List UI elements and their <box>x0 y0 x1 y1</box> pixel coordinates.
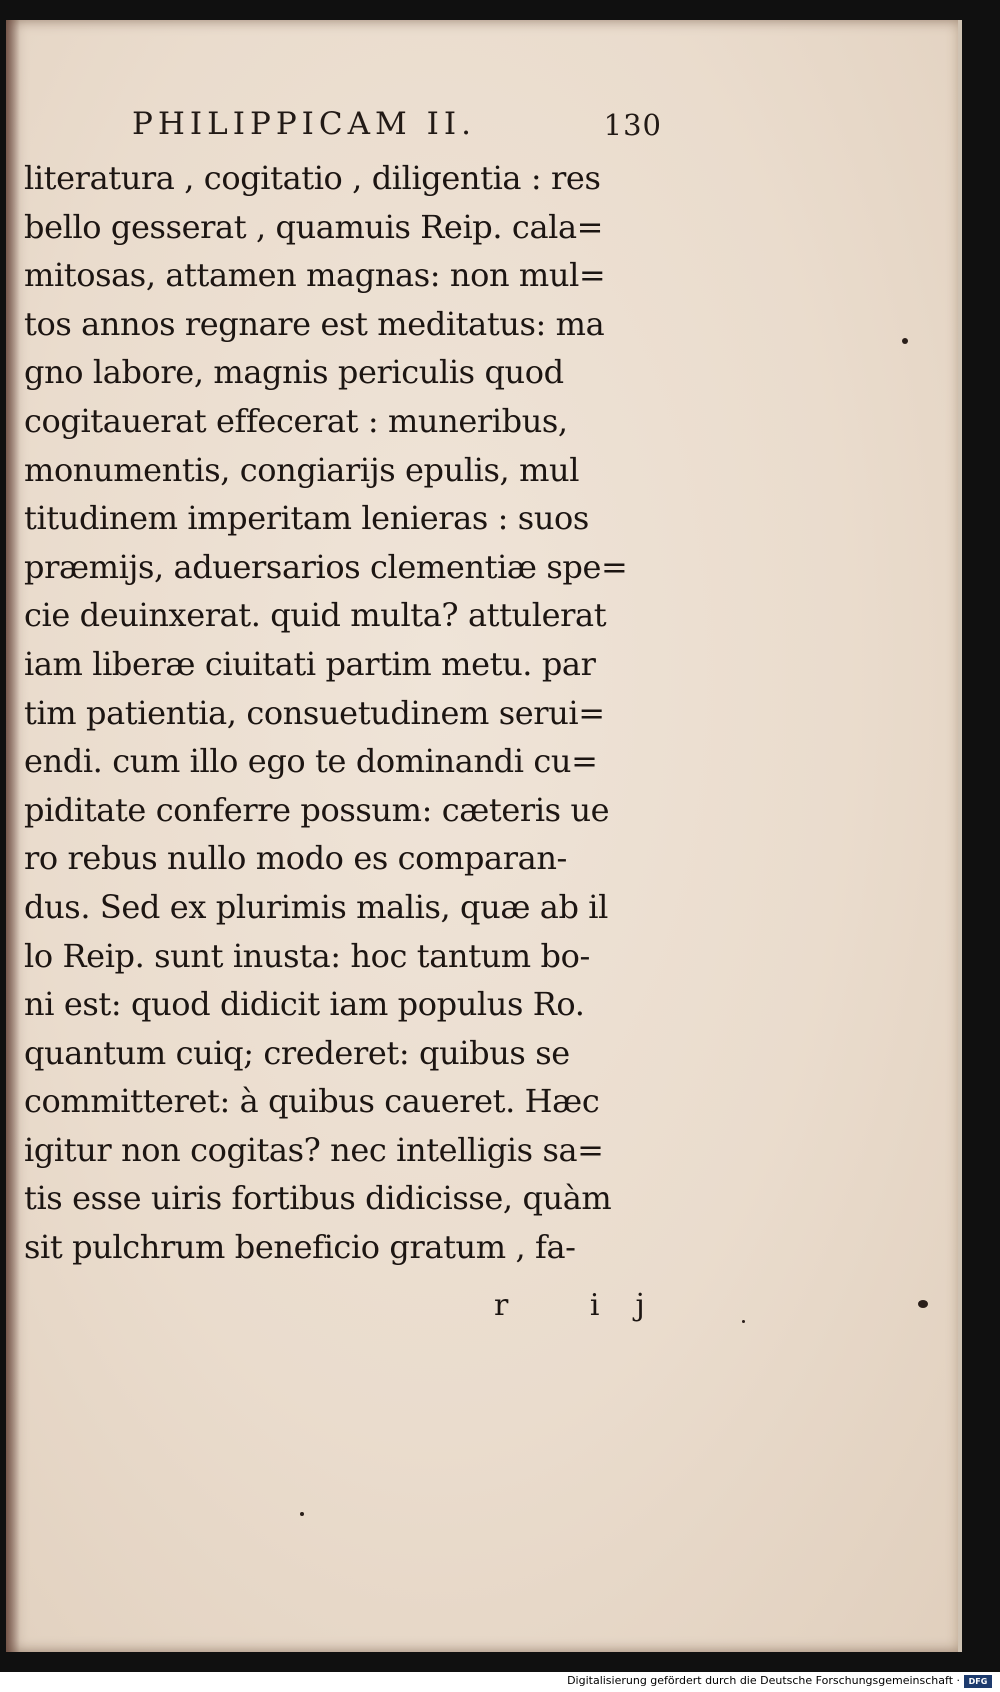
running-title: PHILIPPICAM II. <box>132 106 476 142</box>
text-line: tis esse uiris fortibus didicisse, quàm <box>24 1179 612 1218</box>
ink-speck <box>300 1512 304 1516</box>
text-line: cogitauerat effecerat : muneribus, <box>24 401 568 440</box>
body-text <box>24 154 684 1272</box>
text-line: gno labore, magnis periculis quod <box>24 353 564 392</box>
text-line: endi. cum illo ego te dominandi cu= <box>24 742 598 781</box>
text-line: committeret: à quibus caueret. Hæc <box>24 1082 600 1121</box>
text-line: igitur non cogitas? nec intelligis sa= <box>24 1130 604 1169</box>
text-line: monumentis, congiarijs epulis, mul <box>24 450 580 489</box>
text-line: literatura , cogitatio , diligentia : res <box>24 159 601 197</box>
funding-credit: Digitalisierung gefördert durch die Deutsche Forschungsgemeinschaft · <box>567 1674 960 1687</box>
text-line: ro rebus nullo modo es comparan- <box>24 839 567 878</box>
text-line: cie deuinxerat. quid multa? attulerat <box>24 596 607 635</box>
text-line: dus. Sed ex plurimis malis, quæ ab il <box>24 887 608 926</box>
spine-shadow <box>6 20 20 1652</box>
text-line: bello gesserat , quamuis Reip. cala= <box>24 207 604 246</box>
footer-bar <box>0 1672 1000 1692</box>
ink-speck <box>742 1320 745 1323</box>
book-page <box>6 20 962 1652</box>
signature-mark: r ij <box>494 1288 681 1323</box>
text-line: lo Reip. sunt inusta: hoc tantum bo- <box>24 936 590 975</box>
text-line: titudinem imperitam lenieras : suos <box>24 499 589 538</box>
text-line: sit pulchrum beneficio gratum , fa- <box>24 1228 576 1267</box>
ink-speck <box>902 338 908 344</box>
text-line: mitosas, attamen magnas: non mul= <box>24 256 606 295</box>
text-line: ni est: quod didicit iam populus Ro. <box>24 985 585 1024</box>
text-line: quantum cuiq; crederet: quibus se <box>24 1033 570 1072</box>
ink-speck <box>918 1300 928 1308</box>
page-edge <box>958 20 962 1652</box>
page-header <box>132 106 662 146</box>
text-line: præmijs, aduersarios clementiæ spe= <box>24 547 628 586</box>
page-number: 130 <box>603 108 662 142</box>
dfg-logo: DFG <box>964 1675 992 1688</box>
text-line: tos annos regnare est meditatus: ma <box>24 304 605 343</box>
text-line: iam liberæ ciuitati partim metu. par <box>24 644 596 683</box>
text-line: tim patientia, consuetudinem serui= <box>24 693 605 732</box>
text-line: piditate conferre possum: cæteris ue <box>24 790 610 829</box>
